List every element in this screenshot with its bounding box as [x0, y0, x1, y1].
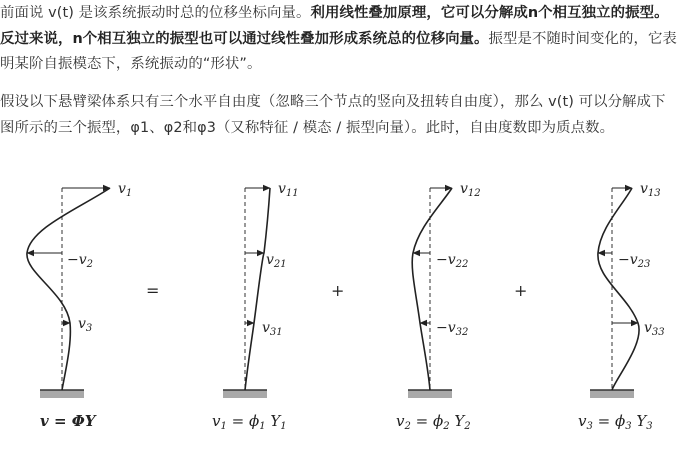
ground-support	[223, 390, 267, 398]
label-mid: v21	[266, 252, 287, 270]
label-low: v33	[644, 320, 665, 338]
diagram-mode-3	[578, 181, 665, 432]
deformed-shape	[412, 188, 452, 390]
caption-mode-1: $v_1 = \phi_1$ $Y_1$	[212, 412, 287, 432]
deformed-shape	[245, 188, 270, 390]
plus-sign-1: +	[331, 281, 345, 300]
para1-text-b: 振型是不随时间变化的，它表明某阶自振模态下，系统振动的“形状”。	[0, 30, 677, 72]
label-mid: −v23	[618, 252, 651, 270]
deformed-shape	[598, 188, 639, 390]
deformed-shape	[27, 188, 110, 390]
ground-support	[40, 390, 84, 398]
ground-support	[408, 390, 452, 398]
paragraph-mode-superposition	[0, 1, 680, 78]
label-top: v1	[118, 181, 133, 199]
label-low: v31	[262, 320, 283, 338]
caption-mode-3: $v_3 = \phi_3$ $Y_3$	[578, 412, 653, 432]
diagram-total-displacement	[27, 181, 132, 430]
para1-bold-text: 利用线性叠加原理，它可以分解成n个相互独立的振型。反过来说，n个相互独立的振型也可以通过线性叠加形成系统总的位移向量。	[0, 5, 669, 47]
label-mid: −v2	[67, 252, 94, 270]
label-top: v13	[640, 181, 661, 199]
label-mid: −v22	[436, 252, 469, 270]
diagram-mode-2	[396, 181, 481, 432]
label-low: v3	[78, 316, 93, 334]
caption-mode-2: $v_2 = \phi_2$ $Y_2$	[396, 412, 471, 432]
mode-shape-figure	[0, 168, 686, 464]
plus-sign-2: +	[514, 281, 528, 300]
caption-total: v = ΦY	[40, 412, 96, 430]
paragraph-cantilever-assumption: 假设以下悬臂梁体系只有三个水平自由度（忽略三个节点的竖向及扭转自由度），那么 v(t) 可以分解成下图所示的三个振型，φ1、φ2和φ3（又称特征 / 模态 / 振型向量）。此时，自由度数即为质点数。	[0, 94, 666, 136]
label-top: v11	[278, 181, 299, 199]
label-top: v12	[460, 181, 481, 199]
equals-sign: =	[146, 281, 160, 300]
ground-support	[590, 390, 634, 398]
para1-text-a: 前面说 v(t) 是该系统振动时总的位移坐标向量。	[0, 5, 311, 21]
diagram-mode-1	[212, 181, 299, 432]
label-low: −v32	[436, 320, 469, 338]
